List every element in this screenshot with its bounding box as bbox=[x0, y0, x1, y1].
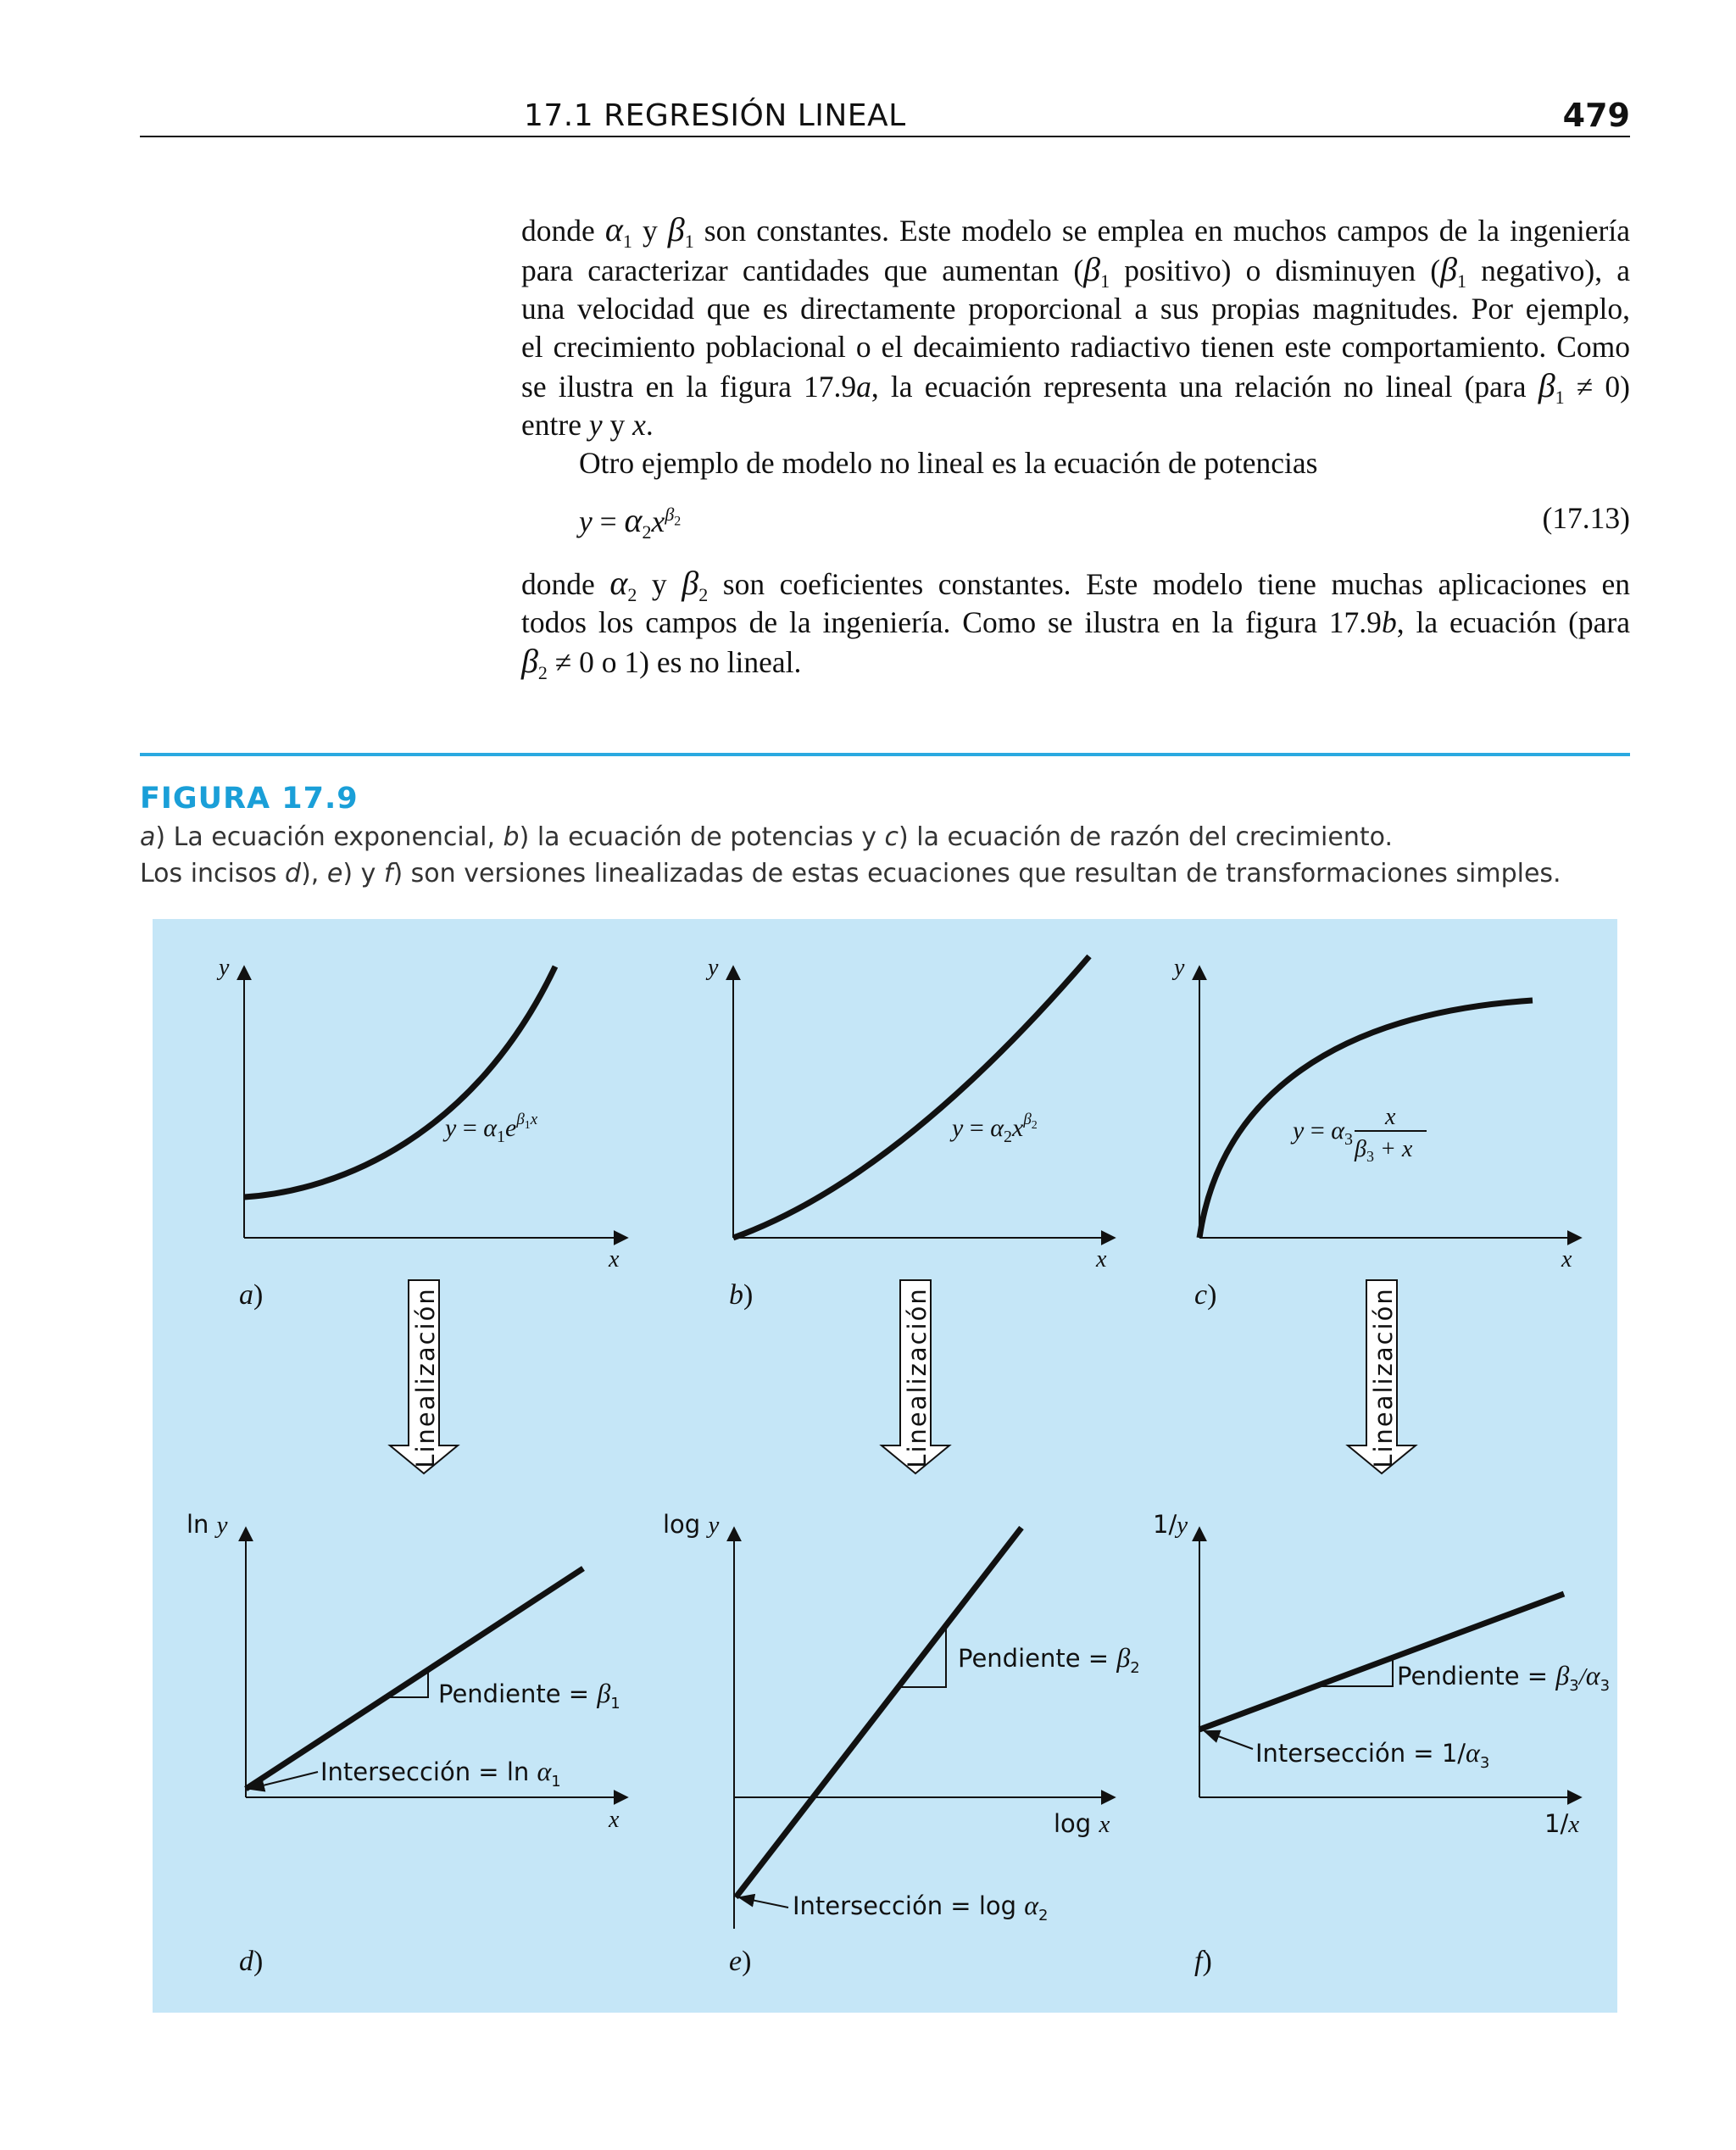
saturation-curve bbox=[1199, 1000, 1533, 1238]
linearization-arrow-1 bbox=[390, 1280, 458, 1473]
fraction-numerator: x bbox=[1385, 1104, 1396, 1130]
intercept-pointer bbox=[739, 1897, 788, 1908]
page-number: 479 bbox=[1562, 97, 1630, 134]
chart-a bbox=[216, 955, 627, 1311]
power-curve bbox=[733, 956, 1089, 1238]
text-line: donde $\alpha_2$ y $\beta_2$ son coeficientes constantes. Este modelo tiene muchas aplicaciones en bbox=[521, 564, 1630, 606]
slope-label: Pendiente = $\beta_3/\alpha_3$ bbox=[1397, 1660, 1611, 1695]
y-axis-label: y bbox=[708, 955, 719, 981]
intercept-label: Intersección = $1/\alpha_3$ bbox=[1255, 1737, 1490, 1772]
text-line: se ilustra en la figura 17.9a, la ecuación representa una relación no lineal (para $\beta_1 \ne 0$) bbox=[521, 366, 1630, 409]
text-line: $\beta_2 \ne 0$ o 1) es no lineal. bbox=[521, 642, 802, 684]
chart-f bbox=[1153, 1510, 1610, 1977]
linearization-arrow-2 bbox=[882, 1280, 949, 1473]
x-axis-label: x bbox=[1096, 1246, 1107, 1273]
equation-label: $y = \alpha_2x^\beta 2$ bbox=[952, 1111, 1038, 1146]
panel-letter: a) bbox=[239, 1279, 264, 1311]
chart-e bbox=[663, 1510, 1140, 1977]
intercept-pointer bbox=[1205, 1731, 1253, 1749]
exponential-curve bbox=[244, 966, 555, 1197]
figure-caption-line-1: a) La ecuación exponencial, b) la ecuación de potencias y c) la ecuación de razón del crecimiento. bbox=[140, 822, 1393, 852]
text-line: una velocidad que es directamente proporcional a sus propias magnitudes. Por ejemplo, bbox=[521, 292, 1630, 326]
text-line: donde $\alpha_1$ y $\beta_1$ son constantes. Este modelo se emplea en muchos campos de la ingeniería bbox=[521, 210, 1630, 253]
equation-label: $y = \alpha_1e^\beta 1x$ bbox=[445, 1111, 538, 1146]
text-line: para caracterizar cantidades que aumentan ($\beta_1$ positivo) o disminuyen ($\beta_1$ negativo), a bbox=[521, 250, 1630, 292]
x-axis-label: log x bbox=[1054, 1809, 1110, 1838]
y-axis-label: y bbox=[1174, 955, 1185, 981]
chart-b bbox=[705, 955, 1115, 1311]
figure-caption-line-2: Los incisos d), e) y f) son versiones linealizadas de estas ecuaciones que resultan de transformaciones simples. bbox=[140, 859, 1561, 888]
intercept-label: Intersección = $\log \alpha_2$ bbox=[793, 1890, 1049, 1924]
text-line: el crecimiento poblacional o el decaimiento radiactivo tienen este comportamiento. Como bbox=[521, 330, 1630, 364]
equation-lhs: $y = \alpha_3$ bbox=[1293, 1117, 1353, 1149]
intercept-label: Intersección = $\ln \alpha_1$ bbox=[320, 1756, 561, 1791]
arrow-label: Linealización bbox=[1369, 1287, 1398, 1468]
arrow-label: Linealización bbox=[411, 1287, 440, 1468]
x-axis-label: 1/x bbox=[1544, 1809, 1580, 1838]
y-axis-label: y bbox=[219, 955, 230, 981]
panel-letter: c) bbox=[1194, 1279, 1217, 1311]
y-axis-label: ln y bbox=[186, 1510, 228, 1539]
slope-label: Pendiente = $\beta_1$ bbox=[438, 1678, 620, 1713]
y-axis-label: log y bbox=[663, 1510, 720, 1539]
text-line: todos los campos de la ingeniería. Como se ilustra en la figura 17.9b, la ecuación (para bbox=[521, 605, 1631, 639]
panel-letter: b) bbox=[729, 1279, 754, 1311]
x-axis-label: x bbox=[609, 1807, 620, 1833]
chart-c bbox=[1171, 955, 1581, 1311]
slope-label: Pendiente = $\beta_2$ bbox=[958, 1642, 1140, 1677]
text-line: entre y y x. bbox=[521, 408, 654, 442]
linearization-arrow-3 bbox=[1348, 1280, 1416, 1473]
linear-fit-line bbox=[246, 1568, 583, 1789]
x-axis-label: x bbox=[609, 1246, 620, 1273]
panel-letter: e) bbox=[729, 1946, 752, 1977]
equation-number: (17.13) bbox=[1542, 501, 1630, 535]
equation-17-13: $y = \alpha_2x^{\beta_2}$ (17.13) bbox=[579, 501, 1630, 543]
running-header-section: 17.1 REGRESIÓN LINEAL bbox=[524, 98, 906, 133]
chart-d bbox=[186, 1510, 627, 1977]
text-line: Otro ejemplo de modelo no lineal es la ecuación de potencias bbox=[579, 446, 1318, 480]
x-axis-label: x bbox=[1561, 1246, 1572, 1273]
panel-letter: f) bbox=[1194, 1946, 1212, 1977]
fraction-denominator: $\beta_3 + x$ bbox=[1355, 1136, 1413, 1165]
arrow-label: Linealización bbox=[903, 1287, 932, 1468]
linear-fit-line bbox=[736, 1528, 1021, 1897]
panel-letter: d) bbox=[239, 1946, 264, 1977]
figure-title: FIGURA 17.9 bbox=[140, 782, 359, 816]
y-axis-label: 1/y bbox=[1153, 1510, 1188, 1539]
